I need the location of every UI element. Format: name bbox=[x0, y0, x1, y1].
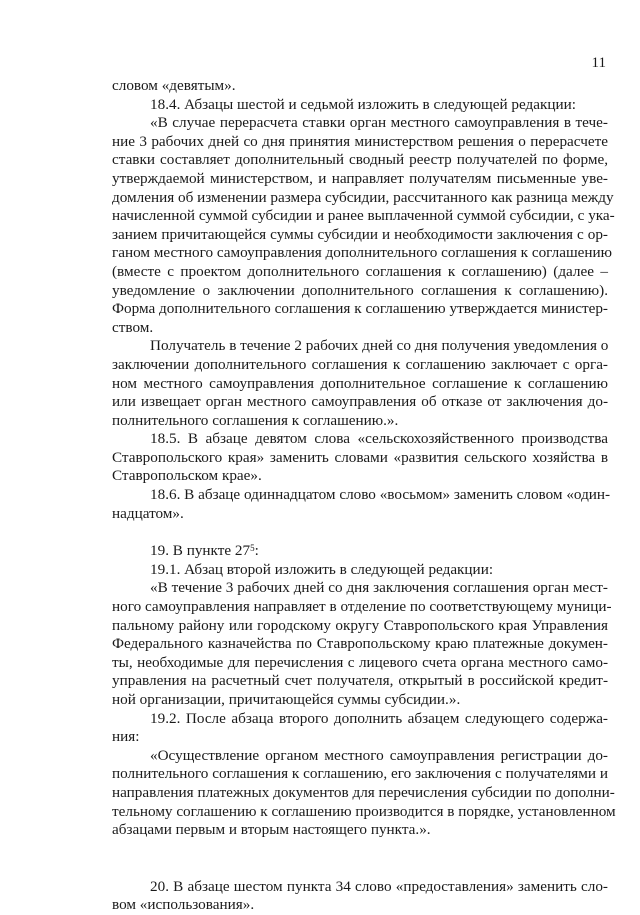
paragraph bbox=[112, 486, 611, 523]
text-line-content: Ставропольском крае». bbox=[112, 467, 262, 485]
text-line bbox=[112, 337, 608, 356]
text-line-content: ном местного самоуправления дополнительное соглашение к соглашению bbox=[112, 374, 608, 392]
text-line bbox=[112, 300, 608, 319]
text-line-content: 19.1. Абзац второй изложить в следующей редакции: bbox=[150, 560, 494, 578]
text-line bbox=[112, 319, 608, 338]
text-line-content: ние 3 рабочих дней со дня принятия министерством решения о перерасчете bbox=[112, 132, 608, 150]
text-line-content: утверждаемой министерством, и направляет получателям письменные уве- bbox=[112, 169, 608, 187]
text-line bbox=[112, 188, 614, 208]
text-line-content: 19. В пункте 27 bbox=[150, 542, 251, 560]
text-line-content: Получатель в течение 2 рабочих дней со дня получения уведомления о bbox=[150, 337, 609, 355]
text-line-content: словом «девятым». bbox=[112, 77, 236, 94]
text-line-suffix: : bbox=[254, 542, 259, 560]
text-line-content: ния: bbox=[112, 728, 140, 746]
text-line bbox=[112, 672, 608, 691]
text-line-content: вом «использования». bbox=[112, 896, 255, 914]
text-line-content: ного самоуправления направляет в отделение по соответствующему муници- bbox=[112, 598, 612, 616]
text-line-content: направления платежных документов для перечисления субсидии по дополни- bbox=[112, 783, 615, 801]
text-line bbox=[112, 170, 608, 189]
text-line-content: абзацами первым и вторым настоящего пункта.». bbox=[112, 821, 431, 839]
text-line bbox=[112, 691, 608, 710]
text-line bbox=[112, 133, 608, 152]
text-line bbox=[112, 728, 608, 747]
text-line-content: 18.5. В абзаце девятом слова «сельскохозяйственного производства bbox=[150, 430, 608, 448]
text-line-content: Федерального казначейства по Ставропольскому краю платежные докумен- bbox=[112, 635, 608, 653]
text-line-content: занием причитающейся суммы субсидии и необходимости заключения с ор- bbox=[112, 225, 608, 243]
text-line bbox=[112, 244, 612, 263]
text-line-content: управления на расчетный счет получателя, открытый в российской кредит- bbox=[112, 672, 608, 690]
page-number: 11 bbox=[591, 55, 606, 71]
text-line-content: «В течение 3 рабочих дней со дня заключения соглашения орган мест- bbox=[150, 579, 608, 597]
paragraph bbox=[112, 337, 608, 430]
text-line bbox=[112, 505, 608, 524]
text-line bbox=[112, 449, 608, 468]
text-line-content: ганом местного самоуправления дополнительного соглашения к соглашению bbox=[112, 244, 612, 262]
text-line-content: 18.6. В абзаце одиннадцатом слово «восьмом» заменить словом «один- bbox=[150, 486, 611, 504]
text-line bbox=[112, 207, 615, 226]
text-line-content: ной организации, причитающейся суммы субсидии.». bbox=[112, 691, 461, 708]
text-line-content: ставки составляет дополнительный сводный реестр получателей по форме, bbox=[112, 151, 608, 169]
text-line-content: или извещает орган местного самоуправления об отказе от заключения до- bbox=[112, 393, 608, 411]
text-line bbox=[112, 710, 608, 729]
text-line bbox=[112, 486, 611, 505]
text-line-content: уведомление о заключении дополнительного соглашения к соглашению). bbox=[112, 281, 608, 299]
text-line bbox=[112, 226, 608, 245]
text-line bbox=[112, 263, 608, 282]
text-line-content: начисленной суммой субсидии и ранее выплаченной суммой субсидии, с ука- bbox=[112, 207, 615, 225]
text-line-content: Ставропольского края» заменить словами «развития сельского хозяйства в bbox=[112, 448, 608, 466]
text-line bbox=[112, 579, 608, 598]
paragraph bbox=[112, 542, 608, 561]
text-line bbox=[112, 747, 608, 766]
text-line-content: 18.4. Абзацы шестой и седьмой изложить в следующей редакции: bbox=[150, 95, 576, 113]
text-line bbox=[112, 412, 608, 431]
text-line-content: 19.2. После абзаца второго дополнить абзацем следующего содержа- bbox=[150, 709, 608, 727]
text-line-content: 20. В абзаце шестом пункта 34 слово «предоставления» заменить сло- bbox=[150, 877, 608, 895]
paragraph-gap bbox=[112, 523, 608, 542]
text-line bbox=[112, 430, 608, 449]
text-line bbox=[112, 467, 608, 486]
paragraph bbox=[112, 114, 615, 337]
text-line-content: полнительного соглашения к соглашению.». bbox=[112, 411, 399, 429]
paragraph bbox=[112, 710, 608, 747]
text-line-content: надцатом». bbox=[112, 504, 184, 522]
text-line bbox=[112, 765, 608, 784]
paragraph bbox=[112, 430, 608, 486]
text-line bbox=[112, 114, 608, 133]
text-line-content: ством. bbox=[112, 318, 154, 336]
text-line bbox=[112, 654, 608, 673]
text-line-content: домления об изменении размера субсидии, рассчитанного как разница между bbox=[112, 188, 614, 206]
text-line bbox=[112, 635, 608, 654]
text-line bbox=[112, 617, 608, 636]
text-line bbox=[112, 393, 608, 412]
text-line bbox=[112, 77, 608, 96]
text-line-content: заключении дополнительного соглашения к соглашению заключает с орга- bbox=[112, 355, 608, 373]
text-line bbox=[112, 96, 608, 115]
text-line-content: «Осуществление органом местного самоуправления регистрации до- bbox=[150, 746, 608, 764]
text-line bbox=[112, 878, 608, 897]
text-line bbox=[112, 598, 612, 617]
text-line bbox=[112, 783, 615, 803]
paragraph bbox=[112, 96, 608, 115]
text-line-content: (вместе с проектом дополнительного соглашения к соглашению) (далее – bbox=[112, 262, 608, 280]
text-line bbox=[112, 896, 608, 915]
paragraph bbox=[112, 77, 608, 96]
document-body bbox=[112, 77, 616, 915]
text-line bbox=[112, 282, 608, 301]
paragraph bbox=[112, 746, 616, 840]
text-line-content: Форма дополнительного соглашения к соглашению утверждается министер- bbox=[112, 300, 608, 318]
text-line-content: ты, необходимые для перечисления с лицевого счета органа местного само- bbox=[112, 653, 608, 671]
text-line-content: полнительного соглашения к соглашению, его заключения с получателями и bbox=[112, 765, 608, 783]
text-line bbox=[112, 356, 608, 375]
text-line-content: «В случае перерасчета ставки орган местного самоуправления в тече- bbox=[150, 114, 608, 132]
text-line-content: тельному соглашению к соглашению производится в порядке, установленном bbox=[112, 802, 616, 820]
superscript: 5 bbox=[250, 543, 255, 554]
text-line bbox=[112, 821, 608, 840]
paragraph bbox=[112, 579, 612, 709]
paragraph-gap bbox=[112, 840, 608, 878]
paragraph bbox=[112, 878, 608, 915]
text-line bbox=[112, 375, 608, 394]
text-line-content: пальному району или городскому округу Ставропольского края Управления bbox=[112, 616, 608, 634]
text-line bbox=[112, 561, 608, 580]
text-line bbox=[112, 542, 608, 561]
text-line bbox=[112, 802, 616, 822]
paragraph bbox=[112, 561, 608, 580]
text-line bbox=[112, 151, 608, 170]
